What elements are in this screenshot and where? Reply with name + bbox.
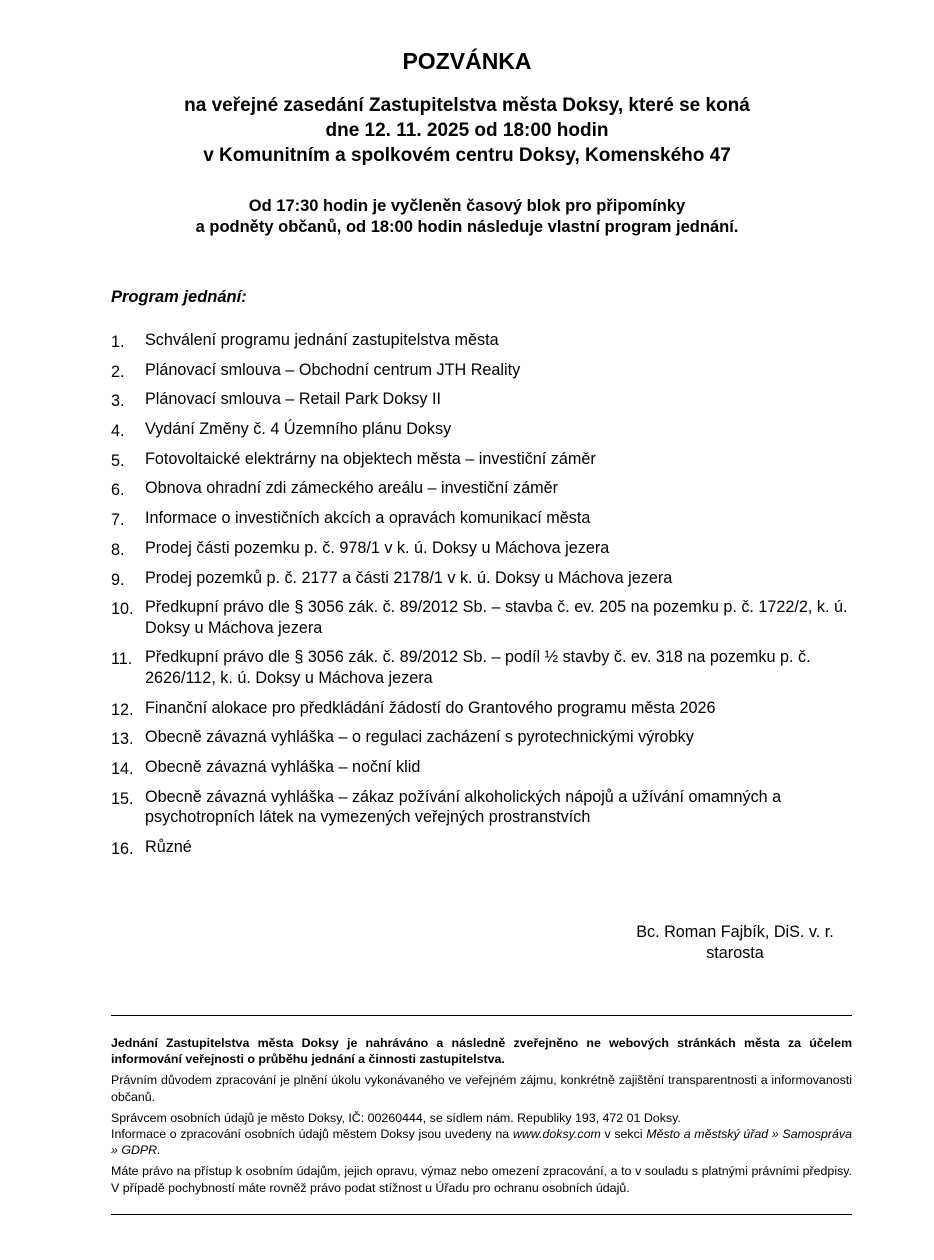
agenda-item-number: 12.: [111, 700, 134, 719]
agenda-item-number: 16.: [111, 839, 134, 858]
agenda-list: [111, 330, 851, 867]
agenda-item-number: 3.: [111, 392, 125, 411]
document-title: POZVÁNKA: [402, 48, 532, 74]
controller-text: Správcem osobních údajů je město Doksy, IČ: 00260444, se sídlem nám. Republiky 193, 472 01 Doksy.: [111, 1110, 681, 1125]
agenda-item: [111, 597, 851, 638]
agenda-item: [111, 389, 851, 410]
website-link[interactable]: www.doksy.com: [512, 1127, 601, 1142]
agenda-item-number: 2.: [111, 362, 125, 381]
heading-line-3: v Komunitním a spolkovém centru Doksy, Komenského 47: [203, 145, 731, 166]
agenda-item-text: Fotovoltaické elektrárny na objektech města – investiční záměr: [145, 449, 596, 468]
legal-basis: Právním důvodem zpracování je plnění úkolu vykonávaného ve veřejném zájmu, konkrétně zajištění transparentnosti a informovanosti občanů.: [111, 1073, 852, 1104]
agenda-item: [111, 698, 851, 719]
agenda-item-text: Plánovací smlouva – Retail Park Doksy II: [145, 390, 441, 409]
signatory-role: starosta: [706, 943, 764, 962]
agenda-item-text: Obnova ohradní zdi zámeckého areálu – investiční záměr: [145, 479, 559, 498]
agenda-item-text: Obecně závazná vyhláška – zákaz požívání alkoholických nápojů a užívání omamných a psychotropních látek na vymezených veřejných prostranstvích: [145, 787, 782, 827]
agenda-item: [111, 568, 851, 589]
agenda-item-number: 11.: [111, 650, 133, 669]
agenda-item-text: Obecně závazná vyhláška – o regulaci zacházení s pyrotechnickými výrobky: [145, 728, 694, 747]
public-comments-notice: [0, 196, 934, 238]
agenda-item-text: Předkupní právo dle § 3056 zák. č. 89/2012 Sb. – stavba č. ev. 205 na pozemku p. č. 1722/2, k. ú. Doksy u Máchova jezera: [145, 598, 848, 637]
agenda-item-number: 14.: [111, 759, 134, 778]
data-controller-info: [111, 1110, 852, 1159]
agenda-item: [111, 478, 851, 499]
agenda-item: [111, 419, 851, 440]
agenda-item-number: 5.: [111, 451, 125, 470]
agenda-item-text: Vydání Změny č. 4 Územního plánu Doksy: [145, 420, 452, 439]
heading-line-1: na veřejné zasedání Zastupitelstva města Doksy, které se koná: [184, 95, 750, 116]
agenda-item-number: 4.: [111, 422, 125, 441]
heading-line-2: dne 12. 11. 2025 od 18:00 hodin: [325, 120, 609, 141]
info-prefix: Informace o zpracování osobních údajů městem Doksy jsou uvedeny na: [111, 1127, 513, 1142]
agenda-item-text: Předkupní právo dle § 3056 zák. č. 89/2012 Sb. – podíl ½ stavby č. ev. 318 na pozemku p. č. 2626/112, k. ú. Doksy u Máchova jezera: [145, 648, 811, 687]
agenda-item-text: Obecně závazná vyhláška – noční klid: [145, 757, 421, 776]
agenda-item: [111, 330, 851, 351]
agenda-item-text: Plánovací smlouva – Obchodní centrum JTH Reality: [145, 360, 521, 379]
agenda-item: [111, 538, 851, 559]
agenda-item: [111, 837, 851, 858]
recording-notice: Jednání Zastupitelstva města Doksy je nahráváno a následně zveřejněno ne webových stránkách města za účelem informování veřejnosti o průběhu jednání a činnosti zastupitelstva.: [111, 1036, 852, 1067]
footer-top-divider: [111, 1015, 852, 1016]
agenda-item-number: 10.: [111, 600, 134, 619]
agenda-heading: Program jednání:: [111, 288, 247, 306]
signatory-name: Bc. Roman Fajbík, DiS. v. r.: [636, 923, 834, 941]
agenda-item: [111, 449, 851, 470]
agenda-item: [111, 727, 851, 748]
gdpr-footer: [111, 1035, 852, 1201]
meeting-heading: [0, 93, 934, 168]
agenda-item: [111, 787, 851, 828]
agenda-item-number: 9.: [111, 570, 125, 589]
agenda-item: [111, 360, 851, 381]
agenda-item-text: Schválení programu jednání zastupitelstva města: [145, 331, 499, 349]
agenda-item-number: 7.: [111, 511, 125, 530]
agenda-item-text: Informace o investičních akcích a opravách komunikací města: [145, 509, 591, 528]
agenda-item-number: 6.: [111, 481, 125, 500]
notice-line-1: Od 17:30 hodin je vyčleněn časový blok pro připomínky: [248, 197, 686, 215]
agenda-item-number: 8.: [111, 540, 125, 559]
agenda-item: [111, 757, 851, 778]
agenda-item-text: Finanční alokace pro předkládání žádostí do Grantového programu města 2026: [145, 698, 716, 717]
notice-line-2: a podněty občanů, od 18:00 hodin následuje vlastní program jednání.: [195, 218, 739, 236]
footer-bottom-divider: [111, 1214, 852, 1215]
info-middle: v sekci: [600, 1127, 647, 1142]
agenda-item-number: 1.: [111, 333, 125, 351]
agenda-item-number: 13.: [111, 730, 134, 749]
agenda-item: [111, 647, 851, 688]
signature-block: [560, 922, 910, 963]
gdpr-section-path: Město a městský úřad » Samospráva » GDPR.: [111, 1127, 852, 1158]
agenda-item-text: Různé: [145, 837, 192, 856]
agenda-item-text: Prodej pozemků p. č. 2177 a části 2178/1 v k. ú. Doksy u Máchova jezera: [145, 568, 673, 587]
agenda-item-text: Prodej části pozemku p. č. 978/1 v k. ú. Doksy u Máchova jezera: [145, 538, 610, 557]
agenda-item: [111, 508, 851, 529]
data-subject-rights: Máte právo na přístup k osobním údajům, jejich opravu, výmaz nebo omezení zpracování, a to v souladu s platnými právními předpisy. V případě pochybností máte rovněž právo podat stížnost u Úřadu pro ochranu osobních údajů.: [111, 1164, 852, 1195]
agenda-item-number: 15.: [111, 789, 134, 808]
